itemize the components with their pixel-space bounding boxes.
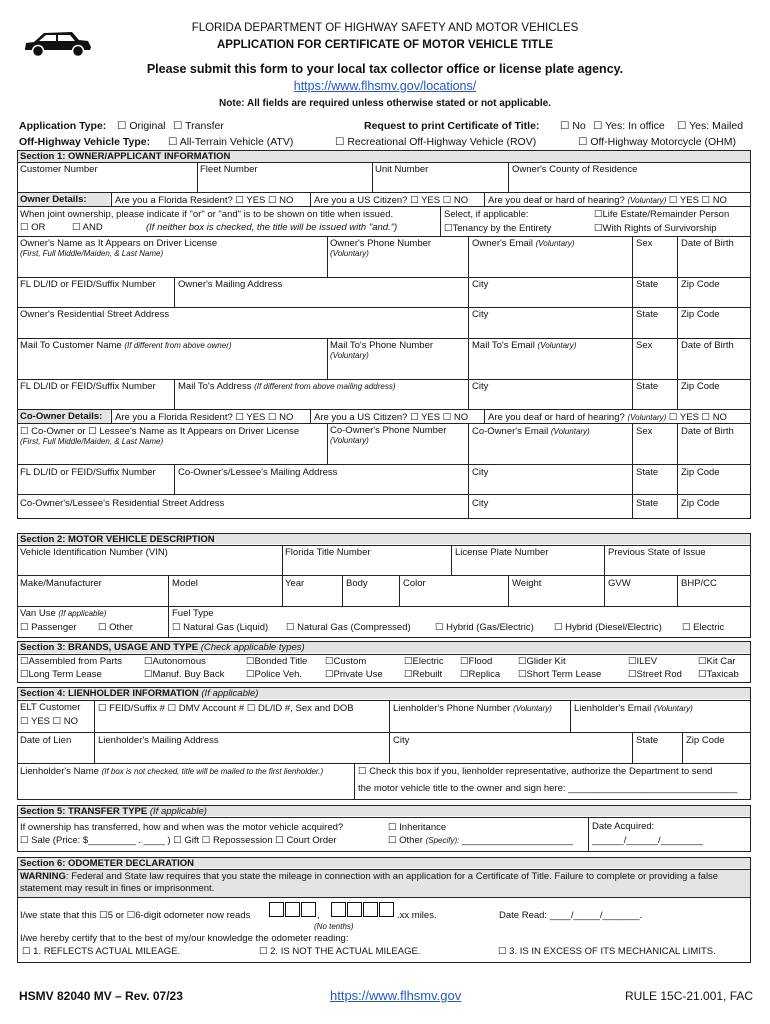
unit-number-field[interactable]: Unit Number bbox=[375, 164, 429, 175]
mail-to-sex-field[interactable]: Sex bbox=[636, 340, 653, 351]
fuel-ng-liquid-checkbox[interactable]: ☐ Natural Gas (Liquid) bbox=[172, 622, 269, 633]
required-note: Note: All fields are required unless otherwise stated or not applicable. bbox=[219, 98, 551, 109]
footer-link[interactable]: https://www.flhsmv.gov bbox=[330, 988, 462, 1003]
license-plate-field[interactable]: License Plate Number bbox=[455, 547, 549, 558]
brand-police-veh[interactable]: ☐Police Veh. bbox=[246, 669, 303, 680]
coowner-name-hint: (First, Full Middle/Maiden, & Last Name) bbox=[20, 437, 164, 446]
date-of-lien-field[interactable]: Date of Lien bbox=[20, 735, 72, 746]
no-tenths-note: (No tenths) bbox=[314, 922, 354, 931]
lienholder-email-field[interactable]: Lienholder's Email (Voluntary) bbox=[574, 703, 693, 714]
odometer-digit-6[interactable] bbox=[363, 902, 378, 917]
select-if-applicable: Select, if applicable: bbox=[444, 209, 529, 220]
coowner-fl-dl-field[interactable]: FL DL/ID or FEID/Suffix Number bbox=[20, 467, 156, 478]
rov-checkbox[interactable]: ☐ Recreational Off-Highway Vehicle (ROV) bbox=[335, 136, 537, 148]
section-5-title: Section 5: TRANSFER TYPE (If applicable) bbox=[20, 806, 207, 817]
lienholder-mailing-field[interactable]: Lienholder's Mailing Address bbox=[98, 735, 219, 746]
brand-kit-car[interactable]: ☐Kit Car bbox=[698, 656, 736, 667]
brand-flood[interactable]: ☐Flood bbox=[460, 656, 493, 667]
form-number: HSMV 82040 MV – Rev. 07/23 bbox=[19, 989, 183, 1003]
odometer-tenths[interactable] bbox=[379, 902, 394, 917]
brand-custom[interactable]: ☐Custom bbox=[325, 656, 367, 667]
fuel-ng-compressed-checkbox[interactable]: ☐ Natural Gas (Compressed) bbox=[286, 622, 411, 633]
section-1-title: Section 1: OWNER/APPLICANT INFORMATION bbox=[20, 151, 231, 162]
coowner-email-field[interactable]: Co-Owner's Email (Voluntary) bbox=[472, 426, 590, 437]
odometer-digit-4[interactable] bbox=[331, 902, 346, 917]
section-6-title: Section 6: ODOMETER DECLARATION bbox=[20, 858, 194, 869]
and-checkbox[interactable]: ☐ AND bbox=[72, 222, 103, 233]
co-us-citizen-question[interactable]: Are you a US Citizen? ☐ YES ☐ NO bbox=[314, 412, 469, 423]
odometer-warning: WARNING: Federal and State law requires that you state the mileage in connection with an application for a Certificate of Title. Failure to complete or providing a false statement may result in fines or imprisonment. bbox=[20, 871, 719, 894]
odometer-miles-label: .xx miles. bbox=[397, 910, 437, 921]
owner-mailing-field[interactable]: Owner's Mailing Address bbox=[178, 279, 283, 290]
co-fl-resident-question[interactable]: Are you a Florida Resident? ☐ YES ☐ NO bbox=[115, 412, 294, 423]
owner-phone-hint: (Voluntary) bbox=[330, 249, 369, 258]
residential-zip-field[interactable]: Zip Code bbox=[681, 309, 720, 320]
mail-to-phone-hint: (Voluntary) bbox=[330, 351, 369, 360]
mail-to-dob-field[interactable]: Date of Birth bbox=[681, 340, 734, 351]
owner-name-hint: (First, Full Middle/Maiden, & Last Name) bbox=[20, 249, 164, 258]
owner-details-label: Owner Details: bbox=[20, 194, 87, 205]
lienholder-city-field[interactable]: City bbox=[393, 735, 410, 746]
weight-field[interactable]: Weight bbox=[512, 578, 542, 589]
ohv-type-label: Off-Highway Vehicle Type: bbox=[19, 136, 151, 148]
owner-dob-field[interactable]: Date of Birth bbox=[681, 238, 734, 249]
mail-to-name-field[interactable]: Mail To Customer Name (If different from above owner) bbox=[20, 340, 232, 351]
neither-note: (If neither box is checked, the title will be issued with "and.") bbox=[146, 222, 398, 233]
brand-electric[interactable]: ☐Electric bbox=[404, 656, 444, 667]
application-type-label: Application Type: bbox=[19, 120, 107, 132]
county-field[interactable]: Owner's County of Residence bbox=[512, 164, 638, 175]
transfer-question: If ownership has transferred, how and when was the motor vehicle acquired? bbox=[20, 822, 344, 833]
van-use-label: Van Use (If applicable) bbox=[20, 608, 107, 619]
or-checkbox[interactable]: ☐ OR bbox=[20, 222, 46, 233]
print-in-office-checkbox[interactable]: ☐ Yes: In office bbox=[593, 120, 665, 132]
elt-customer-label: ELT Customer bbox=[20, 702, 81, 713]
fl-title-number-field[interactable]: Florida Title Number bbox=[285, 547, 371, 558]
mail-to-zip-field[interactable]: Zip Code bbox=[681, 381, 720, 392]
brand-taxicab[interactable]: ☐Taxicab bbox=[698, 669, 739, 680]
coowner-res-state-field[interactable]: State bbox=[636, 498, 659, 509]
footer-link-wrap bbox=[330, 988, 461, 1003]
brand-rebuilt[interactable]: ☐Rebuilt bbox=[404, 669, 443, 680]
survivorship-checkbox[interactable]: ☐With Rights of Survivorship bbox=[594, 223, 717, 234]
lienholder-state-field[interactable]: State bbox=[636, 735, 659, 746]
odometer-comma: , bbox=[317, 910, 320, 921]
owner-phone-field[interactable]: Owner's Phone Number bbox=[330, 238, 432, 249]
date-read-field[interactable]: Date Read: ____/_____/_______. bbox=[499, 910, 643, 921]
body-field[interactable]: Body bbox=[346, 578, 368, 589]
co-deaf-question[interactable]: Are you deaf or hard of hearing? (Voluntary) ☐ YES ☐ NO bbox=[488, 412, 727, 423]
fleet-number-field[interactable]: Fleet Number bbox=[200, 164, 258, 175]
lienholder-signature-line[interactable]: the motor vehicle title to the owner and sign here: ________________________________ bbox=[358, 783, 738, 794]
coowner-residential-field[interactable]: Co-Owner's/Lessee's Residential Street Address bbox=[20, 498, 225, 509]
brand-private-use[interactable]: ☐Private Use bbox=[325, 669, 383, 680]
fuel-electric-checkbox[interactable]: ☐ Electric bbox=[682, 622, 725, 633]
coowner-phone-field[interactable]: Co-Owner's Phone Number bbox=[330, 425, 447, 436]
owner-name-field[interactable]: Owner's Name as It Appears on Driver License bbox=[20, 238, 218, 249]
customer-number-field[interactable]: Customer Number bbox=[20, 164, 98, 175]
original-checkbox[interactable]: ☐ Original bbox=[117, 120, 166, 132]
ohm-checkbox[interactable]: ☐ Off-Highway Motorcycle (OHM) bbox=[578, 136, 736, 148]
section-3-title: Section 3: BRANDS, USAGE AND TYPE (Check applicable types) bbox=[20, 642, 305, 653]
brand-autonomous[interactable]: ☐Autonomous bbox=[144, 656, 206, 667]
coowner-state-field[interactable]: State bbox=[636, 467, 659, 478]
odometer-certify: I/we hereby certify that to the best of my/our knowledge the odometer reading: bbox=[20, 933, 349, 944]
brand-manuf-buy-back[interactable]: ☐Manuf. Buy Back bbox=[144, 669, 225, 680]
submit-instruction: Please submit this form to your local tax collector office or license plate agency. bbox=[146, 62, 624, 76]
rule-citation: RULE 15C-21.001, FAC bbox=[625, 989, 754, 1003]
form-title: APPLICATION FOR CERTIFICATE OF MOTOR VEHICLE TITLE bbox=[216, 39, 554, 51]
us-citizen-question[interactable]: Are you a US Citizen? ☐ YES ☐ NO bbox=[314, 195, 469, 206]
make-field[interactable]: Make/Manufacturer bbox=[20, 578, 102, 589]
brand-assembled[interactable]: ☐Assembled from Parts bbox=[20, 656, 122, 667]
lienholder-name-field[interactable]: Lienholder's Name (If box is not checked, title will be mailed to the first lienholder.) bbox=[20, 766, 324, 777]
vin-field[interactable]: Vehicle Identification Number (VIN) bbox=[20, 547, 168, 558]
transfer-other-checkbox[interactable]: ☐ Other (Specify): _____________________ bbox=[388, 835, 573, 846]
coowner-dob-field[interactable]: Date of Birth bbox=[681, 426, 734, 437]
fuel-hybrid-diesel-checkbox[interactable]: ☐ Hybrid (Diesel/Electric) bbox=[554, 622, 662, 633]
fl-resident-question[interactable]: Are you a Florida Resident? ☐ YES ☐ NO bbox=[115, 195, 294, 206]
coowner-res-city-field[interactable]: City bbox=[472, 498, 489, 509]
date-acquired-label: Date Acquired: bbox=[592, 821, 655, 832]
coowner-phone-hint: (Voluntary) bbox=[330, 436, 369, 445]
fuel-type-label: Fuel Type bbox=[172, 608, 214, 619]
color-field[interactable]: Color bbox=[403, 578, 426, 589]
deaf-question[interactable]: Are you deaf or hard of hearing? (Voluntary) ☐ YES ☐ NO bbox=[488, 195, 727, 206]
odometer-statement: I/we state that this ☐5 or ☐6-digit odometer now reads bbox=[20, 910, 251, 921]
section-2-title: Section 2: MOTOR VEHICLE DESCRIPTION bbox=[20, 534, 215, 545]
print-request-label: Request to print Certificate of Title: bbox=[364, 120, 540, 132]
brand-street-rod[interactable]: ☐Street Rod bbox=[628, 669, 682, 680]
mail-to-state-field[interactable]: State bbox=[636, 381, 659, 392]
transfer-checkbox[interactable]: ☐ Transfer bbox=[173, 120, 224, 132]
joint-ownership-instruction: When joint ownership, please indicate if "or" or "and" is to be shown on title when issued. bbox=[20, 209, 394, 220]
owner-residential-field[interactable]: Owner's Residential Street Address bbox=[20, 309, 170, 320]
not-actual-checkbox[interactable]: ☐ 2. IS NOT THE ACTUAL MILEAGE. bbox=[259, 946, 421, 957]
brand-ilev[interactable]: ☐ILEV bbox=[628, 656, 658, 667]
mail-to-city-field[interactable]: City bbox=[472, 381, 489, 392]
locations-link-wrap bbox=[0, 79, 770, 93]
life-estate-checkbox[interactable]: ☐Life Estate/Remainder Person bbox=[594, 209, 730, 220]
odometer-digit-2[interactable] bbox=[285, 902, 300, 917]
inheritance-checkbox[interactable]: ☐ Inheritance bbox=[388, 822, 447, 833]
owner-sex-field[interactable]: Sex bbox=[636, 238, 653, 249]
elt-yes-no[interactable]: ☐ YES ☐ NO bbox=[20, 716, 79, 727]
lienholder-zip-field[interactable]: Zip Code bbox=[686, 735, 725, 746]
coowner-details-label: Co-Owner Details: bbox=[20, 411, 103, 422]
lienholder-id-type[interactable]: ☐ FEID/Suffix # ☐ DMV Account # ☐ DL/ID #, Sex and DOB bbox=[98, 703, 354, 714]
residential-city-field[interactable]: City bbox=[472, 309, 489, 320]
gvw-field[interactable]: GVW bbox=[608, 578, 631, 589]
mail-to-address-field[interactable]: Mail To's Address (If different from above mailing address) bbox=[178, 381, 396, 392]
coowner-mailing-field[interactable]: Co-Owner's/Lessee's Mailing Address bbox=[178, 467, 338, 478]
tenancy-checkbox[interactable]: ☐Tenancy by the Entirety bbox=[444, 223, 552, 234]
locations-link[interactable]: https://www.flhsmv.gov/locations/ bbox=[293, 79, 477, 93]
date-acquired-line[interactable]: ______/______/________ bbox=[592, 835, 703, 846]
odometer-digit-1[interactable] bbox=[269, 902, 284, 917]
lienholder-authorize-checkbox[interactable]: ☐ Check this box if you, lienholder representative, authorize the Department to send bbox=[358, 766, 713, 777]
section-4-title: Section 4: LIENHOLDER INFORMATION (If applicable) bbox=[20, 688, 259, 699]
brand-long-term-lease[interactable]: ☐Long Term Lease bbox=[20, 669, 102, 680]
bhp-field[interactable]: BHP/CC bbox=[681, 578, 717, 589]
brand-glider-kit[interactable]: ☐Glider Kit bbox=[518, 656, 566, 667]
residential-state-field[interactable]: State bbox=[636, 309, 659, 320]
odometer-digit-3[interactable] bbox=[301, 902, 316, 917]
year-field[interactable]: Year bbox=[285, 578, 305, 589]
fuel-hybrid-gas-checkbox[interactable]: ☐ Hybrid (Gas/Electric) bbox=[435, 622, 534, 633]
agency-name: FLORIDA DEPARTMENT OF HIGHWAY SAFETY AND MOTOR VEHICLES bbox=[191, 22, 579, 34]
coowner-city-field[interactable]: City bbox=[472, 467, 489, 478]
actual-mileage-checkbox[interactable]: ☐ 1. REFLECTS ACTUAL MILEAGE. bbox=[22, 946, 181, 957]
coowner-name-field[interactable]: ☐ Co-Owner or ☐ Lessee's Name as It Appears on Driver License bbox=[20, 426, 300, 437]
excess-limits-checkbox[interactable]: ☐ 3. IS IN EXCESS OF ITS MECHANICAL LIMITS. bbox=[498, 946, 716, 957]
mail-to-phone-field[interactable]: Mail To's Phone Number bbox=[330, 340, 434, 351]
previous-state-field[interactable]: Previous State of Issue bbox=[608, 547, 706, 558]
mail-to-email-field[interactable]: Mail To's Email (Voluntary) bbox=[472, 340, 577, 351]
print-mailed-checkbox[interactable]: ☐ Yes: Mailed bbox=[677, 120, 744, 132]
atv-checkbox[interactable]: ☐ All-Terrain Vehicle (ATV) bbox=[168, 136, 294, 148]
owner-fl-dl-field[interactable]: FL DL/ID or FEID/Suffix Number bbox=[20, 279, 156, 290]
brand-short-term-lease[interactable]: ☐Short Term Lease bbox=[518, 669, 602, 680]
coowner-sex-field[interactable]: Sex bbox=[636, 426, 653, 437]
mail-to-fl-dl-field[interactable]: FL DL/ID or FEID/Suffix Number bbox=[20, 381, 156, 392]
owner-zip-field[interactable]: Zip Code bbox=[681, 279, 720, 290]
owner-city-field[interactable]: City bbox=[472, 279, 489, 290]
passenger-checkbox[interactable]: ☐ Passenger bbox=[20, 622, 77, 633]
brand-bonded-title[interactable]: ☐Bonded Title bbox=[246, 656, 308, 667]
owner-state-field[interactable]: State bbox=[636, 279, 659, 290]
transfer-options[interactable]: ☐ Sale (Price: $_________ . ____ ) ☐ Gift ☐ Repossession ☐ Court Order bbox=[20, 835, 337, 846]
brand-replica[interactable]: ☐Replica bbox=[460, 669, 501, 680]
model-field[interactable]: Model bbox=[172, 578, 198, 589]
odometer-digit-5[interactable] bbox=[347, 902, 362, 917]
van-other-checkbox[interactable]: ☐ Other bbox=[98, 622, 133, 633]
coowner-res-zip-field[interactable]: Zip Code bbox=[681, 498, 720, 509]
coowner-zip-field[interactable]: Zip Code bbox=[681, 467, 720, 478]
lienholder-phone-field[interactable]: Lienholder's Phone Number (Voluntary) bbox=[393, 703, 552, 714]
print-no-checkbox[interactable]: ☐ No bbox=[560, 120, 586, 132]
owner-email-field[interactable]: Owner's Email (Voluntary) bbox=[472, 238, 575, 249]
